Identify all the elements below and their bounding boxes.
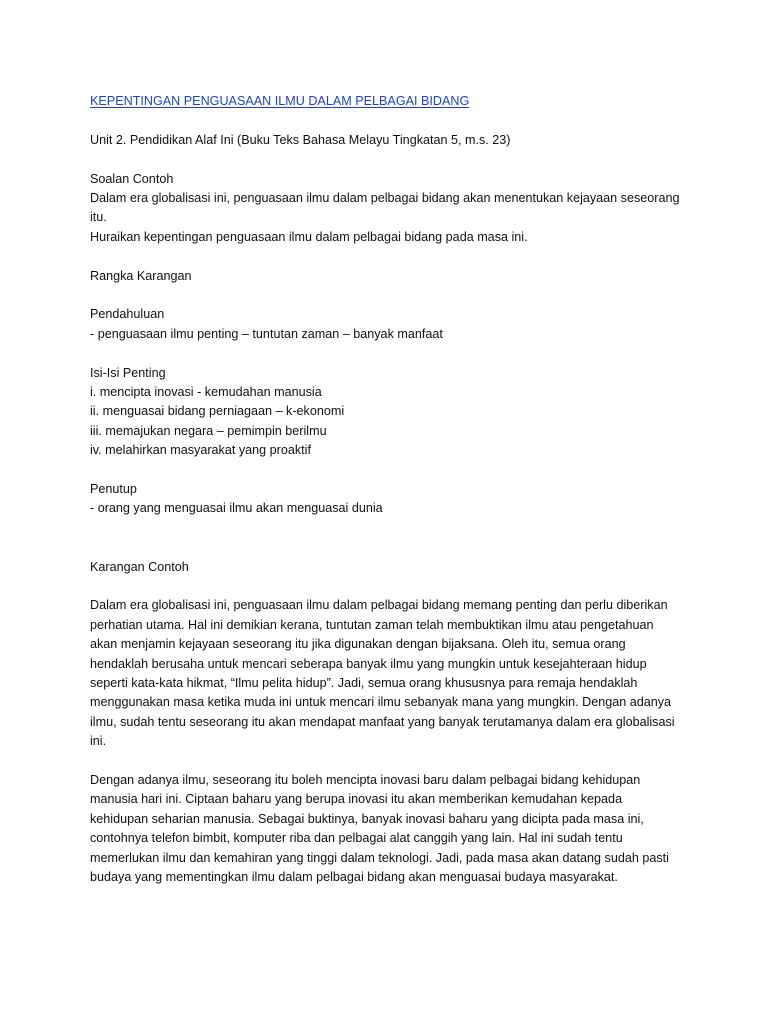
soalan-heading: Soalan Contoh <box>90 171 174 186</box>
pendahuluan-section <box>90 305 688 344</box>
paragraph-line: seperti kata-kata hikmat, “Ilmu pelita hidup”. Jadi, semua orang khususnya para remaja hendaklah <box>90 676 638 691</box>
soalan-section <box>90 170 688 248</box>
isi-item: iv. melahirkan masyarakat yang proaktif <box>90 443 311 458</box>
spacer <box>90 519 688 558</box>
paragraph-line: manusia hari ini. Ciptaan baharu yang berupa inovasi itu akan memberikan kemudahan kepada <box>90 792 623 807</box>
spacer <box>90 344 688 363</box>
paragraph-line: Dalam era globalisasi ini, penguasaan ilmu dalam pelbagai bidang memang penting dan perlu diberikan <box>90 598 668 613</box>
paragraph-line: hendaklah berusaha untuk mencari seberapa banyak ilmu yang mungkin untuk kesejahteraan hidup <box>90 656 647 671</box>
paragraph-line: ilmu, sudah tentu seseorang itu akan mendapat manfaat yang banyak terutamanya dalam era globalisasi <box>90 714 675 729</box>
paragraph-line: budaya yang mementingkan ilmu dalam pelbagai bidang akan menguasai budaya masyarakat. <box>90 870 618 885</box>
paragraph-line: ini. <box>90 734 107 749</box>
paragraph-line: memerlukan ilmu dan kemahiran yang tinggi dalam teknologi. Jadi, pada masa akan datang sudah pasti <box>90 850 669 865</box>
spacer <box>90 752 688 771</box>
paragraph-line: akan menjamin kejayaan seseorang itu jika digunakan dengan bijaksana. Oleh itu, semua orang <box>90 637 626 652</box>
isi-heading: Isi-Isi Penting <box>90 365 166 380</box>
penutup-item: - orang yang menguasai ilmu akan menguasai dunia <box>90 501 383 516</box>
penutup-section <box>90 480 688 519</box>
spacer <box>90 461 688 480</box>
paragraph-line: Dengan adanya ilmu, seseorang itu boleh mencipta inovasi baru dalam pelbagai bidang kehidupan <box>90 773 641 788</box>
soalan-line: itu. <box>90 210 107 225</box>
isi-item: ii. menguasai bidang perniagaan – k-ekonomi <box>90 404 345 419</box>
karangan-paragraph-1 <box>90 596 688 751</box>
isi-item: i. mencipta inovasi - kemudahan manusia <box>90 385 322 400</box>
spacer <box>90 150 688 169</box>
spacer <box>90 577 688 596</box>
soalan-line: Huraikan kepentingan penguasaan ilmu dalam pelbagai bidang pada masa ini. <box>90 229 528 244</box>
isi-section <box>90 364 688 461</box>
spacer <box>90 111 688 130</box>
unit-reference: Unit 2. Pendidikan Alaf Ini (Buku Teks Bahasa Melayu Tingkatan 5, m.s. 23) <box>90 132 511 147</box>
penutup-heading: Penutup <box>90 482 137 497</box>
isi-item: iii. memajukan negara – pemimpin berilmu <box>90 423 327 438</box>
pendahuluan-item: - penguasaan ilmu penting – tuntutan zaman – banyak manfaat <box>90 326 443 341</box>
spacer <box>90 286 688 305</box>
paragraph-line: contohnya telefon bimbit, komputer riba dan pelbagai alat canggih yang lain. Hal ini sudah tentu <box>90 831 623 846</box>
paragraph-line: menggunakan masa ketika muda ini untuk mencari ilmu sebanyak mana yang mungkin. Dengan adanya <box>90 695 672 710</box>
soalan-line: Dalam era globalisasi ini, penguasaan ilmu dalam pelbagai bidang akan menentukan kejayaan seseorang <box>90 191 680 205</box>
spacer <box>90 247 688 266</box>
paragraph-line: perhatian utama. Hal ini demikian kerana, tuntutan zaman telah membuktikan ilmu atau pengetahuan <box>90 617 654 632</box>
karangan-heading: Karangan Contoh <box>90 559 189 574</box>
paragraph-line: kehidupan seharian manusia. Sebagai buktinya, banyak inovasi baharu yang dicipta pada masa ini, <box>90 811 644 826</box>
rangka-heading: Rangka Karangan <box>90 268 192 283</box>
document-title-link[interactable]: KEPENTINGAN PENGUASAAN ILMU DALAM PELBAGAI BIDANG <box>90 94 470 108</box>
pendahuluan-heading: Pendahuluan <box>90 307 165 322</box>
karangan-paragraph-2 <box>90 771 688 887</box>
